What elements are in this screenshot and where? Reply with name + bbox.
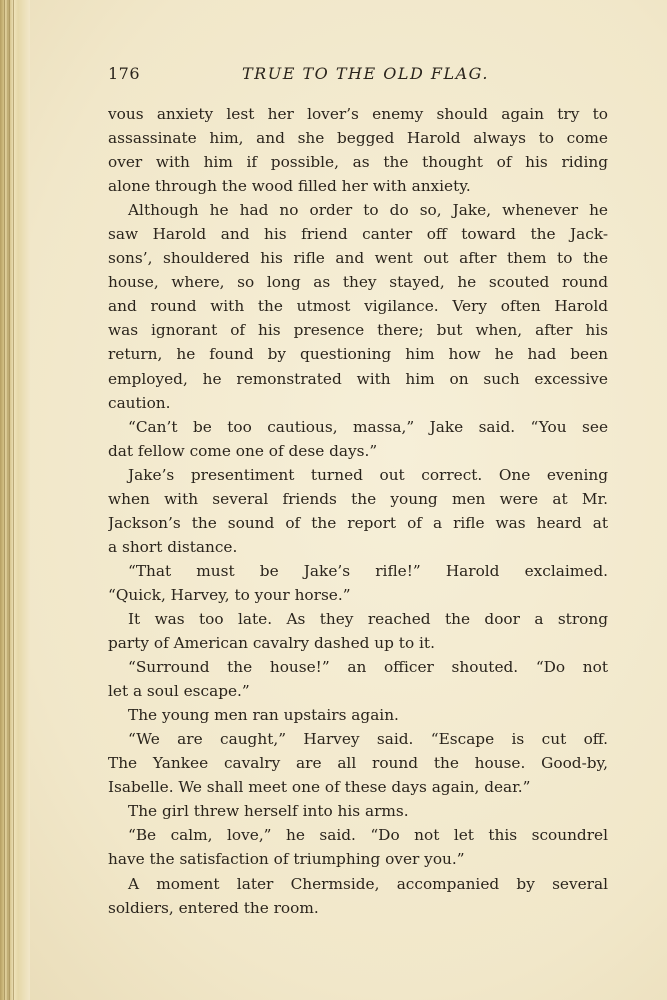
text-line: a short distance. xyxy=(108,537,238,556)
text-line: vous anxiety lest her lover’s enemy should again try to xyxy=(108,105,608,123)
text-line: “Be calm, love,” he said. “Do not let this scoundrel xyxy=(128,826,608,845)
book-spine-edge xyxy=(0,0,30,1000)
text-line: was ignorant of his presence there; but when, after his xyxy=(108,321,608,340)
text-line: soldiers, entered the room. xyxy=(108,898,319,917)
text-line: “That must be Jake’s rifle!” Harold exclaimed. xyxy=(128,561,608,580)
text-line: have the satisfaction of triumphing over you.” xyxy=(108,850,465,869)
text-line: “Can’t be too cautious, massa,” Jake said. “You see xyxy=(128,417,608,436)
text-line: alone through the wood filled her with anxiety. xyxy=(108,177,471,196)
text-line: The young men ran upstairs again. xyxy=(128,706,399,725)
text-line: over with him if possible, as the thought of his riding xyxy=(108,153,608,172)
text-line: house, where, so long as they stayed, he scouted round xyxy=(108,273,608,292)
text-line: caution. xyxy=(108,393,171,412)
text-line: and round with the utmost vigilance. Very often Harold xyxy=(108,297,608,316)
text-line: assassinate him, and she begged Harold always to come xyxy=(108,129,608,148)
text-line: party of American cavalry dashed up to it. xyxy=(108,634,435,653)
text-line: A moment later Chermside, accompanied by several xyxy=(128,874,608,893)
text-line: Jake’s presentiment turned out correct. One evening xyxy=(128,465,608,484)
text-line: dat fellow come one of dese days.” xyxy=(108,441,378,460)
body-text xyxy=(108,102,608,920)
text-line: It was too late. As they reached the door a strong xyxy=(128,609,608,628)
text-line: The girl threw herself into his arms. xyxy=(128,802,409,821)
text-line: “Quick, Harvey, to your horse.” xyxy=(108,585,351,604)
text-line: sons’, shouldered his rifle and went out after them to the xyxy=(108,249,608,268)
text-line: “We are caught,” Harvey said. “Escape is cut off. xyxy=(128,730,608,749)
text-line: Isabelle. We shall meet one of these days again, dear.” xyxy=(108,778,531,797)
text-line: when with several friends the young men were at Mr. xyxy=(108,489,608,508)
text-line: return, he found by questioning him how he had been xyxy=(108,345,608,364)
page-number: 176 xyxy=(108,64,141,83)
text-line: Although he had no order to do so, Jake, whenever he xyxy=(128,201,608,220)
text-line: let a soul escape.” xyxy=(108,682,250,701)
text-line: The Yankee cavalry are all round the house. Good-by, xyxy=(108,754,608,773)
text-line: saw Harold and his friend canter off toward the Jack- xyxy=(108,225,608,244)
running-title: TRUE TO THE OLD FLAG. xyxy=(242,64,489,83)
text-line: Jackson’s the sound of the report of a rifle was heard at xyxy=(108,513,608,532)
text-line: employed, he remonstrated with him on such excessive xyxy=(108,369,608,388)
page-header xyxy=(108,64,608,88)
text-line: “Surround the house!” an officer shouted. “Do not xyxy=(128,658,608,677)
